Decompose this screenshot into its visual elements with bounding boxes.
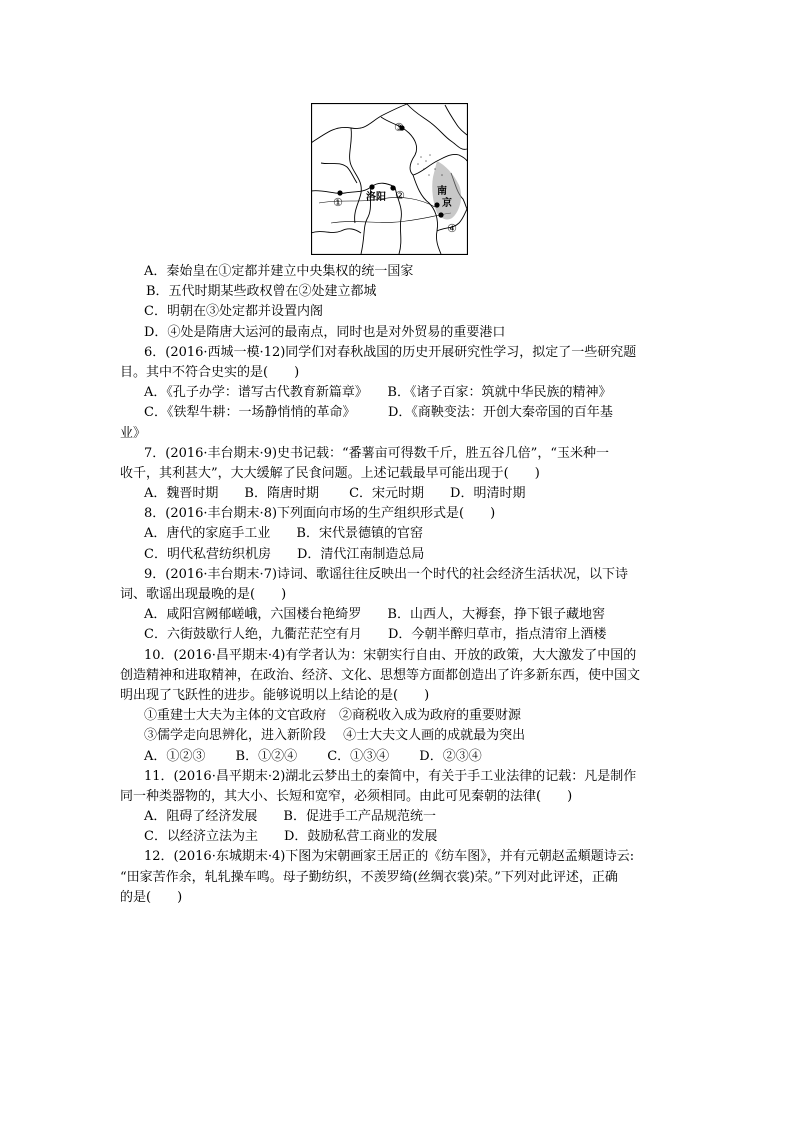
marker-loc1 bbox=[337, 190, 342, 195]
q6-options-cd: C．《铁犁牛耕：一场静悄悄的革命》 D．《商鞅变法：开创大秦帝国的百年基 bbox=[144, 405, 613, 421]
marker-nanjing bbox=[434, 202, 439, 207]
q5-option-a: A．秦始皇在①定都并建立中央集权的统一国家 bbox=[144, 264, 414, 279]
label-loc1: ① bbox=[333, 196, 343, 209]
q6-options-ab: A．《孔子办学：谱写古代教育新篇章》 B．《诸子百家：筑就中华民族的精神》 bbox=[144, 385, 612, 401]
q10-items-12: ①重建士大夫为主体的文官政府 ②商税收入成为政府的重要财源 bbox=[144, 708, 522, 724]
q9-stem-line2: 词、歌谣出现最晚的是( ) bbox=[120, 587, 287, 602]
label-loc4: ④ bbox=[447, 222, 457, 235]
q6-options-cd-cont: 业》 bbox=[120, 425, 147, 441]
q11-stem-line2: 同一种类器物的，其大小、长短和宽窄，必须相同。由此可见秦朝的法律( ) bbox=[120, 788, 573, 804]
q10-stem-line1: 10．(2016·昌平期末·4)有学者认为：宋朝实行自由、开放的政策，大大激发了中国的 bbox=[144, 647, 637, 663]
question-text-body bbox=[120, 262, 676, 908]
q7-stem-line2: 收千，其利甚大”，大大缓解了民食问题。上述记载最早可能出现于( ) bbox=[120, 465, 540, 481]
label-nanjing-1: 南 bbox=[437, 186, 447, 197]
label-luoyang: 洛阳 bbox=[366, 192, 386, 203]
china-map-figure bbox=[311, 103, 468, 255]
q11-options-cd: C．以经济立法为主 D．鼓励私营工商业的发展 bbox=[144, 829, 438, 845]
label-loc3: ③ bbox=[394, 121, 404, 134]
q9-options-ab: A．咸阳宫阙郁嵯峨，六国楼台艳绮罗 B．山西人，大褥套，挣下银子藏地窖 bbox=[144, 607, 605, 623]
q7-stem-line1: 7．(2016·丰台期末·9)史书记载：“番薯亩可得数千斤，胜五谷几倍”，“玉米种一 bbox=[144, 445, 609, 461]
q6-stem-line2: 目。其中不符合史实的是( ) bbox=[120, 364, 300, 380]
q5-option-c: C．明朝在③处定都并设置内阁 bbox=[144, 304, 323, 320]
q11-options-ab: A．阻碍了经济发展 B．促进手工产品规范统一 bbox=[144, 809, 436, 825]
marker-luoyang bbox=[369, 184, 374, 189]
marker-loc4 bbox=[438, 212, 443, 217]
q5-option-b: B．五代时期某些政权曾在②处建立都城 bbox=[146, 284, 377, 300]
q12-stem-line2: “田家苦作余，轧轧操车鸣。母子勤纺织，不羡罗绮(丝绸衣裳)荣。”下列对此评述，正确 bbox=[120, 869, 618, 885]
q8-options-cd: C．明代私营纺织机房 D．清代江南制造总局 bbox=[144, 546, 425, 562]
q8-stem: 8．(2016·丰台期末·8)下列面向市场的生产组织形式是( ) bbox=[144, 506, 496, 522]
map-svg bbox=[311, 103, 468, 255]
q10-items-34: ③儒学走向思辨化，进入新阶段 ④士大夫文人画的成就最为突出 bbox=[144, 728, 526, 744]
q9-stem-line1: 9．(2016·丰台期末·7)诗词、歌谣往往反映出一个时代的社会经济生活状况，以下诗 bbox=[144, 566, 629, 582]
q9-options-cd: C．六街鼓歇行人绝，九衢茫茫空有月 D．今朝半醉归草市，指点清帘上酒楼 bbox=[144, 627, 607, 643]
q6-stem-line1: 6．(2016·西城一模·12)同学们对春秋战国的历史开展研究性学习，拟定了一些研究题 bbox=[144, 344, 637, 360]
q7-options: A．魏晋时期 B．隋唐时期 C．宋元时期 D．明清时期 bbox=[144, 486, 526, 502]
label-loc2: ② bbox=[395, 189, 405, 202]
q11-stem-line1: 11．(2016·昌平期末·2)湖北云梦出土的秦简中，有关于手工业法律的记载：凡是制作 bbox=[144, 768, 637, 784]
label-nanjing-2: 京 bbox=[442, 198, 452, 209]
q10-stem-line3: 明出现了飞跃性的进步。能够说明以上结论的是( ) bbox=[120, 687, 430, 703]
q10-stem-line2: 创造精神和进取精神，在政治、经济、文化、思想等方面都创造出了许多新东西，使中国文 bbox=[120, 667, 641, 683]
q12-stem-line3: 的是( ) bbox=[120, 889, 183, 905]
q10-options: A．①②③ B．①②④ C．①③④ D．②③④ bbox=[144, 748, 482, 764]
q8-options-ab: A．唐代的家庭手工业 B．宋代景德镇的官窑 bbox=[144, 526, 423, 542]
q12-stem-line1: 12．(2016·东城期末·4)下图为宋朝画家王居正的《纺车图》，并有元朝赵孟頫题诗云: bbox=[144, 849, 635, 865]
q5-option-d: D．④处是隋唐大运河的最南点，同时也是对外贸易的重要港口 bbox=[144, 324, 506, 340]
